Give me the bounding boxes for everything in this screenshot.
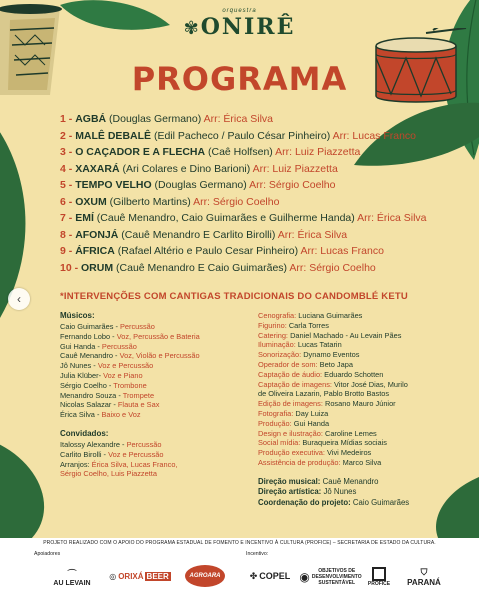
program-arranger: Arr: Luiz Piazzetta xyxy=(252,162,338,175)
program-title: AGBÁ xyxy=(75,113,107,125)
program-authors: (Gilberto Martins) xyxy=(109,195,191,208)
program-list xyxy=(60,111,440,276)
credit-item xyxy=(258,331,468,341)
musician-item xyxy=(60,400,250,410)
program-title: ÁFRICA xyxy=(75,245,115,257)
program-title: EMÍ xyxy=(75,212,94,224)
program-item xyxy=(60,227,440,244)
program-authors: (Douglas Germano) xyxy=(154,179,247,191)
musician-item xyxy=(60,351,250,361)
musician-name: Carlito Birolli - xyxy=(60,449,106,459)
brand-small-label: orquestra xyxy=(222,8,257,14)
chevron-left-icon: ‹ xyxy=(17,292,21,306)
program-arranger: Arr: Érica Silva xyxy=(277,228,348,241)
program-arranger: Arr: Lucas Franco xyxy=(300,245,384,257)
brand-name: ONIRÊ xyxy=(200,14,296,40)
program-authors: (Douglas Germano) xyxy=(109,113,202,125)
program-item xyxy=(60,111,440,128)
program-arranger: Arr: Érica Silva xyxy=(357,212,427,224)
credit-item xyxy=(258,321,468,331)
direction-role: Direção artística: xyxy=(258,487,322,497)
credits-list xyxy=(258,311,468,468)
musician-role: Voz, Percussão e Bateria xyxy=(116,331,200,341)
credit-name: de Oliveira Lazarin, Pablo Brotto Bastos xyxy=(258,389,390,399)
credit-name: Daniel Machado - Au Levain Pães xyxy=(290,330,402,340)
program-item xyxy=(60,194,440,211)
program-number: 8 - xyxy=(60,228,73,241)
musician-item xyxy=(60,332,250,342)
program-item xyxy=(60,177,440,194)
direction-item xyxy=(258,477,468,488)
musician-name: Caio Guimarães - xyxy=(60,322,118,331)
program-title: AFONJÁ xyxy=(75,228,119,241)
credit-name: Lucas Tatarin xyxy=(297,340,342,350)
program-number: 5 - xyxy=(60,179,73,191)
direction-role: Direção musical: xyxy=(258,476,321,486)
credit-item xyxy=(258,399,468,409)
program-arranger: Arr: Sérgio Coelho xyxy=(289,261,376,274)
musician-name: Julia Klüber- xyxy=(60,370,102,380)
program-arranger: Arr: Érica Silva xyxy=(203,113,274,125)
credit-name: Luciana Guimarães xyxy=(298,311,363,320)
musician-item xyxy=(60,361,250,371)
credit-role: Catering: xyxy=(258,330,288,340)
program-title: XAXARÁ xyxy=(75,162,120,175)
page-title: PROGRAMA xyxy=(131,60,348,98)
program-arranger: Arr: Lucas Franco xyxy=(332,129,417,142)
sponsor-footer xyxy=(0,538,479,599)
musician-name: Cauê Menandro - xyxy=(60,351,118,361)
program-number: 9 - xyxy=(60,245,73,257)
program-item xyxy=(60,128,440,145)
credit-name: Vitor José Dias, Murilo xyxy=(334,379,408,389)
credit-name: Rosano Mauro Júnior xyxy=(324,399,396,409)
profice-logo: PROFICE xyxy=(366,562,392,592)
credit-name: Marco Silva xyxy=(342,457,382,467)
musician-name: Jô Nunes - xyxy=(60,361,96,371)
credit-item xyxy=(258,389,468,399)
credits-column xyxy=(258,311,468,508)
credit-role: Social mídia: xyxy=(258,438,301,448)
musicos-heading: Músicos: xyxy=(60,311,95,320)
direction-item xyxy=(258,498,468,509)
musician-item xyxy=(60,440,250,450)
program-title: OXUM xyxy=(75,195,107,208)
credit-item xyxy=(258,380,468,390)
credit-role: Assistência de produção: xyxy=(258,457,341,467)
program-number: 1 - xyxy=(60,113,73,125)
musician-name: Fernando Lobo - xyxy=(60,331,115,341)
program-item xyxy=(60,260,440,277)
credit-item xyxy=(258,448,468,458)
credit-item xyxy=(258,458,468,468)
musician-name: Italossy Alexandre - xyxy=(60,439,125,449)
apoiadores-label: Apoiadores xyxy=(34,551,61,557)
musician-item xyxy=(60,410,250,420)
musician-name: Sérgio Coelho - xyxy=(60,380,112,390)
credit-item xyxy=(258,438,468,448)
credit-item xyxy=(258,370,468,380)
program-number: 10 - xyxy=(60,261,79,274)
program-number: 6 - xyxy=(60,195,73,208)
musician-role: Voz e Percussão xyxy=(108,449,164,459)
direction-role: Coordenação do projeto: xyxy=(258,497,351,507)
musician-role: Trompete xyxy=(122,390,155,400)
program-arranger: Arr: Sérgio Coelho xyxy=(193,195,280,208)
credit-name: Day Luiza xyxy=(295,408,329,418)
program-number: 2 - xyxy=(60,129,73,142)
orixa-beer-logo: ◎ ORIXÁ BEER xyxy=(109,571,169,581)
program-number: 4 - xyxy=(60,162,73,175)
musician-item xyxy=(60,450,250,460)
ods-logo: ◉ OBJETIVOS DE DESENVOLVIMENTO SUSTENTÁVEL xyxy=(299,568,362,586)
credit-name: Vivi Medeiros xyxy=(327,448,372,458)
musician-name: Menandro Souza - xyxy=(60,390,121,400)
credit-role: Produção: xyxy=(258,418,292,428)
convidados-list xyxy=(60,440,250,460)
credit-item xyxy=(258,350,468,360)
program-number: 7 - xyxy=(60,212,73,224)
musicos-list xyxy=(60,322,250,420)
credit-item xyxy=(258,409,468,419)
program-item xyxy=(60,243,440,260)
arranjos-line-2: Sérgio Coelho, Luis Piazzetta xyxy=(60,469,157,479)
arranjos-line: Arranjos: Érica Silva, Lucas Franco, xyxy=(60,459,178,469)
credit-name: Buraqueira Mídias sociais xyxy=(302,438,387,448)
credit-role: Figurino: xyxy=(258,320,287,330)
agroara-logo: AGROARA xyxy=(185,565,225,587)
credit-role: Cenografia: xyxy=(258,311,297,320)
convidados-heading: Convidados: xyxy=(60,428,109,438)
program-item xyxy=(60,161,440,178)
program-title: MALÊ DEBALÊ xyxy=(75,129,152,142)
musician-role: Percussão xyxy=(126,439,162,449)
program-title: TEMPO VELHO xyxy=(75,179,152,191)
program-authors: (Caê Holfsen) xyxy=(208,146,273,158)
program-arranger: Arr: Sérgio Coelho xyxy=(249,179,336,191)
musician-role: Flauta e Sax xyxy=(117,400,160,410)
copel-logo: ✤ COPEL xyxy=(249,570,291,581)
program-item xyxy=(60,144,440,161)
musician-role: Voz, Violão e Percussão xyxy=(119,351,200,361)
credit-name: Beto Japa xyxy=(319,359,353,369)
direction-name: Caio Guimarães xyxy=(352,497,410,507)
program-authors: (Cauê Menandro E Caio Guimarães) xyxy=(116,261,288,274)
program-title: O CAÇADOR E A FLECHA xyxy=(75,146,206,158)
credit-role: Captação de imagens: xyxy=(258,379,332,389)
credit-name: Gui Handa xyxy=(293,418,330,428)
musician-role: Percussão xyxy=(101,341,137,351)
credit-item xyxy=(258,429,468,439)
credit-role: Design e ilustração: xyxy=(258,428,323,438)
leaf-decoration-bottom-left xyxy=(0,440,60,538)
credit-item xyxy=(258,360,468,370)
musician-name: Gui Handa - xyxy=(60,341,100,351)
parana-logo: ⛉ PARANÁ xyxy=(407,567,441,587)
direcao-list xyxy=(258,477,468,509)
program-number: 3 - xyxy=(60,146,73,158)
musician-name: Érica Silva - xyxy=(60,410,100,420)
program-authors: (Ari Colares e Dino Barioni) xyxy=(122,162,251,175)
program-item xyxy=(60,210,440,227)
direction-item xyxy=(258,487,468,498)
musician-role: Trombone xyxy=(113,380,147,390)
musician-item xyxy=(60,391,250,401)
aulevain-logo: ⌒ AU LEVAIN xyxy=(53,569,91,587)
musician-item xyxy=(60,322,250,332)
program-authors: (Edil Pacheco / Paulo César Pinheiro) xyxy=(153,129,331,142)
credit-name: Dynamo Eventos xyxy=(303,350,360,360)
credit-role: Edição de imagens: xyxy=(258,399,323,409)
musicians-column xyxy=(60,311,250,479)
musician-role: Percussão xyxy=(119,322,155,331)
musician-role: Voz e Percussão xyxy=(97,361,154,371)
program-authors: (Cauê Menandro E Carlito Birolli) xyxy=(121,228,276,241)
sponsor-logos xyxy=(0,560,479,596)
program-authors: (Rafael Altério e Paulo Cesar Pinheiro) xyxy=(117,245,299,257)
credit-role: Fotografia: xyxy=(258,408,294,418)
credit-name: Caroline Lemes xyxy=(324,428,377,438)
credit-role: Iluminação: xyxy=(258,340,296,350)
credit-role: Sonorização: xyxy=(258,350,302,360)
musician-name: Nicolas Salazar - xyxy=(60,400,116,410)
program-arranger: Arr: Luiz Piazzetta xyxy=(275,146,361,158)
program-title: ORUM xyxy=(81,261,114,274)
incentivo-label: Incentivo: xyxy=(246,551,269,557)
brand-logo xyxy=(0,8,479,40)
credit-item xyxy=(258,311,468,321)
musician-item xyxy=(60,342,250,352)
credit-role: Captação de áudio: xyxy=(258,369,323,379)
program-authors: (Cauê Menandro, Caio Guimarães e Guilherme Handa) xyxy=(96,212,355,224)
musician-role: Voz e Piano xyxy=(103,370,143,380)
musician-role: Baixo e Voz xyxy=(101,410,141,420)
credit-role: Produção executiva: xyxy=(258,448,325,458)
credit-name: Carla Torres xyxy=(288,320,329,330)
credit-name: Eduardo Schotten xyxy=(324,369,384,379)
footer-note: PROJETO REALIZADO COM O APOIO DO PROGRAMA ESTADUAL DE FOMENTO E INCENTIVO À CULTURA (PROFICE) – SECRETARIA DE ESTADO DA CULTURA. xyxy=(43,540,436,546)
direction-name: Cauê Menandro xyxy=(322,476,379,486)
credit-item xyxy=(258,419,468,429)
carousel-prev-button[interactable] xyxy=(8,288,30,310)
intervencoes-note: *INTERVENÇÕES COM CANTIGAS TRADICIONAIS DO CANDOMBLÉ KETU xyxy=(60,291,408,302)
flower-icon: ✾ xyxy=(183,18,199,38)
credit-item xyxy=(258,340,468,350)
direction-name: Jô Nunes xyxy=(323,487,357,497)
musician-item xyxy=(60,381,250,391)
musician-item xyxy=(60,371,250,381)
credit-role: Operador de som: xyxy=(258,359,318,369)
